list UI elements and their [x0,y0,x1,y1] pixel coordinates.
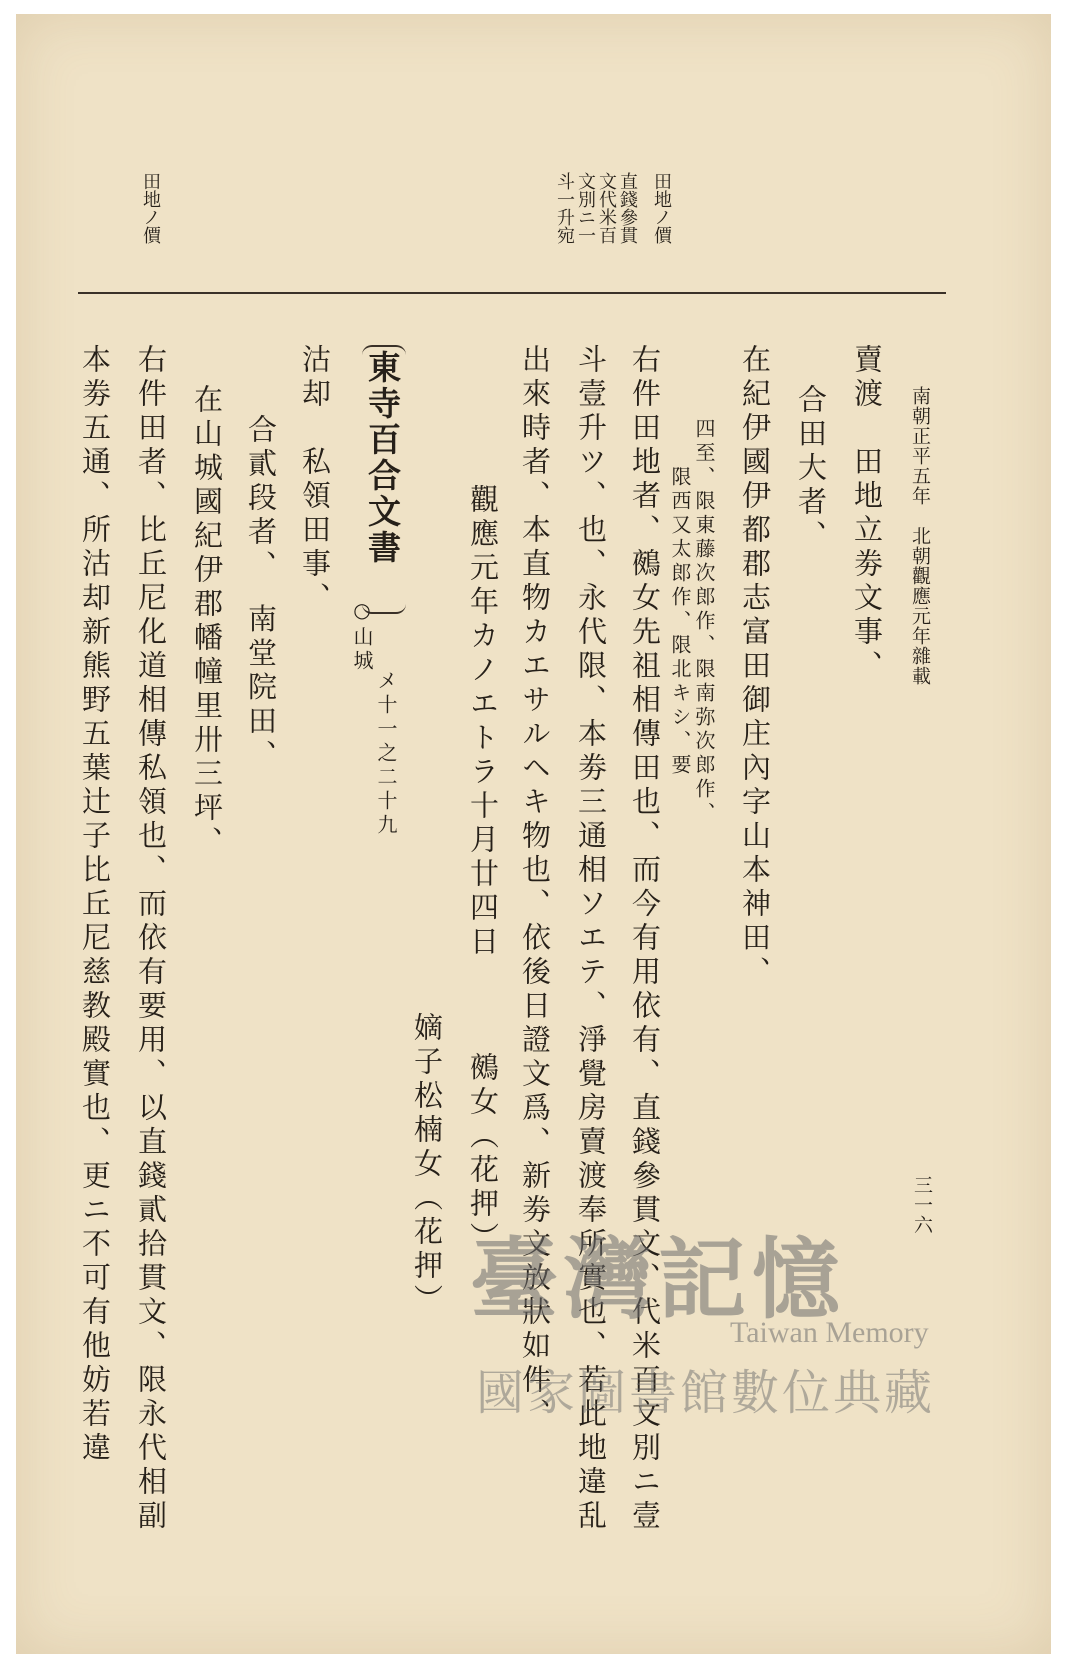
source-title: 東寺百合文書 [363,350,402,566]
text-line: 出來時者、本直物カエサルヘキ物也、依後日證文爲、新劵文放狀如件、 [518,344,552,1432]
text-line: 本劵五通、所沽却新熊野五葉辻子比丘尼慈教殿實也、更ニ不可有他妨若違 [78,344,112,1466]
headnote-line: 文別ニ一 [575,172,596,244]
headnote-price-label: 田地ノ價 [651,172,672,244]
text-line: 在山城國紀伊郡幡幢里卅三坪、 [190,384,224,860]
source-ref: ○山城 [350,598,374,674]
text-line: 限西又太郎作、限北キシ、要 [668,466,692,778]
signature-line: 鵺女（花押） [466,1052,500,1256]
signature-line: 嫡子松楠女（花押） [410,1012,444,1318]
document-title: 賣渡 田地立劵文事、 [850,344,884,684]
date-line: 觀應元年カノエトラ十月廿四日 [466,484,500,960]
text-line: 合貳段者、 南堂院田、 [244,414,278,774]
text-line: 合田大者、 [794,384,828,554]
text-line: 右件田地者、鵺女先祖相傳田也、而今有用依有、直錢參貫文、代米百文別ニ壹 [628,344,662,1534]
header-rule [78,292,946,294]
text-line: 四至、限東藤次郎作、限南弥次郎作、 [692,418,716,826]
headnote-line: 斗一升宛 [554,172,575,244]
watermark-library: 國家圖書館數位典藏 [476,1365,936,1421]
text-line: 斗壹升ツ、也、永代限、本劵三通相ソエテ、淨覺房賣渡奉所實也、若此地違乱 [574,344,608,1534]
watermark-logo: 臺灣記憶 [470,1227,847,1331]
running-header: 南朝正平五年 北朝觀應元年雜載 [909,386,931,686]
document-title: 沽却 私領田事、 [298,344,332,616]
page-number: 三一六 [911,1175,933,1235]
headnote-line: 直錢參貫 [617,172,638,244]
source-ref: メ十一之二十九 [374,670,398,838]
headnote-line: 文代米百 [596,172,617,244]
text-line: 在紀伊國伊都郡志富田御庄內字山本神田、 [738,344,772,990]
watermark-logo-english: Taiwan Memory [730,1316,929,1349]
headnote-price-label: 田地ノ價 [140,172,161,244]
text-line: 右件田者、比丘尼化道相傳私領也、而依有要用、以直錢貳拾貫文、限永代相副 [134,344,168,1534]
